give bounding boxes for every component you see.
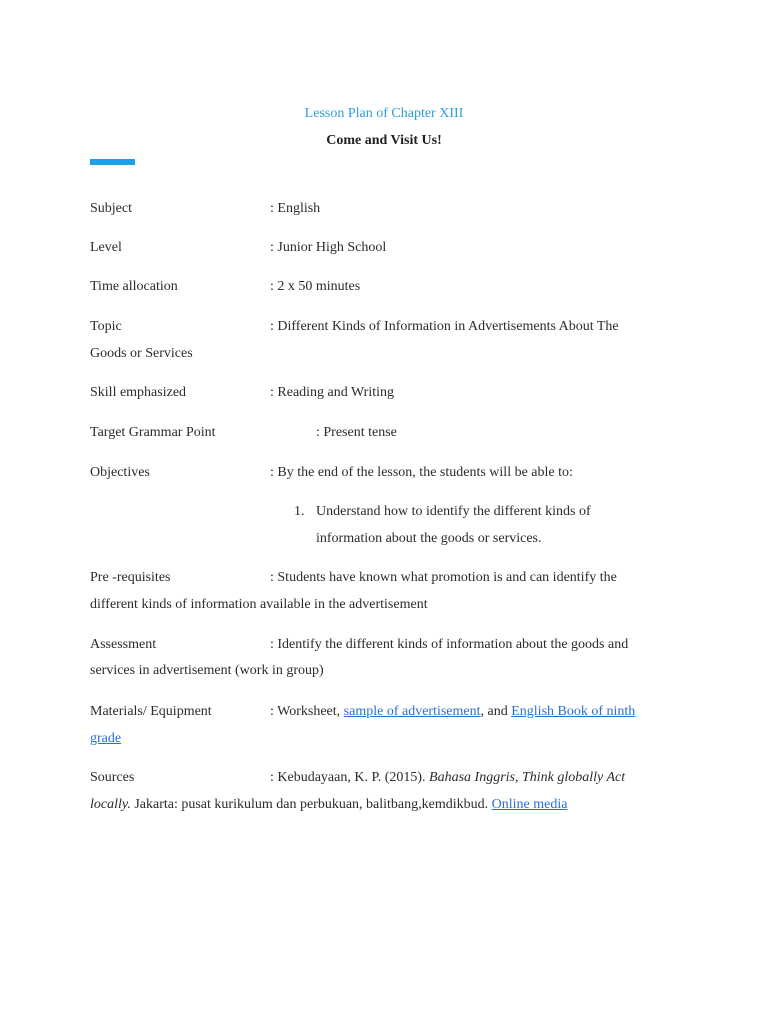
materials-value-continued <box>90 731 121 747</box>
grammar-label: Target Grammar Point <box>90 425 216 440</box>
level-value: : Junior High School <box>270 240 387 255</box>
sources-book-title: Bahasa Inggris, Think globally Act <box>429 770 626 785</box>
english-book-link[interactable]: English Book of ninth <box>511 704 636 719</box>
sources-book-title-continued: locally. <box>90 797 131 812</box>
subject-label: Subject <box>90 201 132 216</box>
materials-value <box>270 704 635 720</box>
objectives-label: Objectives <box>90 465 150 480</box>
sources-prefix: : Kebudayaan, K. P. (2015). <box>270 770 430 785</box>
lesson-plan-title: Lesson Plan of Chapter XIII <box>304 106 464 121</box>
assessment-value: : Identify the different kinds of information about the goods and <box>270 637 629 652</box>
time-allocation-value: : 2 x 50 minutes <box>270 279 361 294</box>
assessment-value-continued: services in advertisement (work in group) <box>90 663 324 678</box>
materials-middle: , and <box>480 704 512 719</box>
sources-value-continued <box>90 797 567 813</box>
grammar-value: : Present tense <box>316 425 397 440</box>
sources-label: Sources <box>90 770 135 785</box>
topic-value-continued: Goods or Services <box>90 346 193 361</box>
prerequisites-value: : Students have known what promotion is and can identify the <box>270 570 617 585</box>
prerequisites-label: Pre -requisites <box>90 570 171 585</box>
assessment-label: Assessment <box>90 637 157 652</box>
sample-advertisement-link[interactable]: sample of advertisement <box>343 704 481 719</box>
sources-value <box>270 770 625 786</box>
prerequisites-value-continued: different kinds of information available in the advertisement <box>90 597 428 612</box>
english-book-link-continued[interactable]: grade <box>90 731 122 746</box>
skill-value: : Reading and Writing <box>270 385 394 400</box>
objective-item-line1: Understand how to identify the different kinds of <box>316 504 591 519</box>
materials-label: Materials/ Equipment <box>90 704 212 719</box>
sources-publisher: Jakarta: pusat kurikulum dan perbukuan, balitbang,kemdikbud. <box>130 797 492 812</box>
objective-item-line2: information about the goods or services. <box>316 531 542 546</box>
materials-prefix: : Worksheet, <box>270 704 344 719</box>
skill-label: Skill emphasized <box>90 385 187 400</box>
chapter-subtitle: Come and Visit Us! <box>326 133 442 148</box>
time-allocation-label: Time allocation <box>90 279 178 294</box>
objective-item-number: 1. <box>294 504 305 519</box>
online-media-link[interactable]: Online media <box>491 797 568 812</box>
topic-value: : Different Kinds of Information in Advertisements About The <box>270 319 619 334</box>
accent-divider <box>90 159 135 165</box>
objectives-value: : By the end of the lesson, the students will be able to: <box>270 465 573 480</box>
level-label: Level <box>90 240 122 255</box>
topic-label: Topic <box>90 319 122 334</box>
subject-value: : English <box>270 201 321 216</box>
